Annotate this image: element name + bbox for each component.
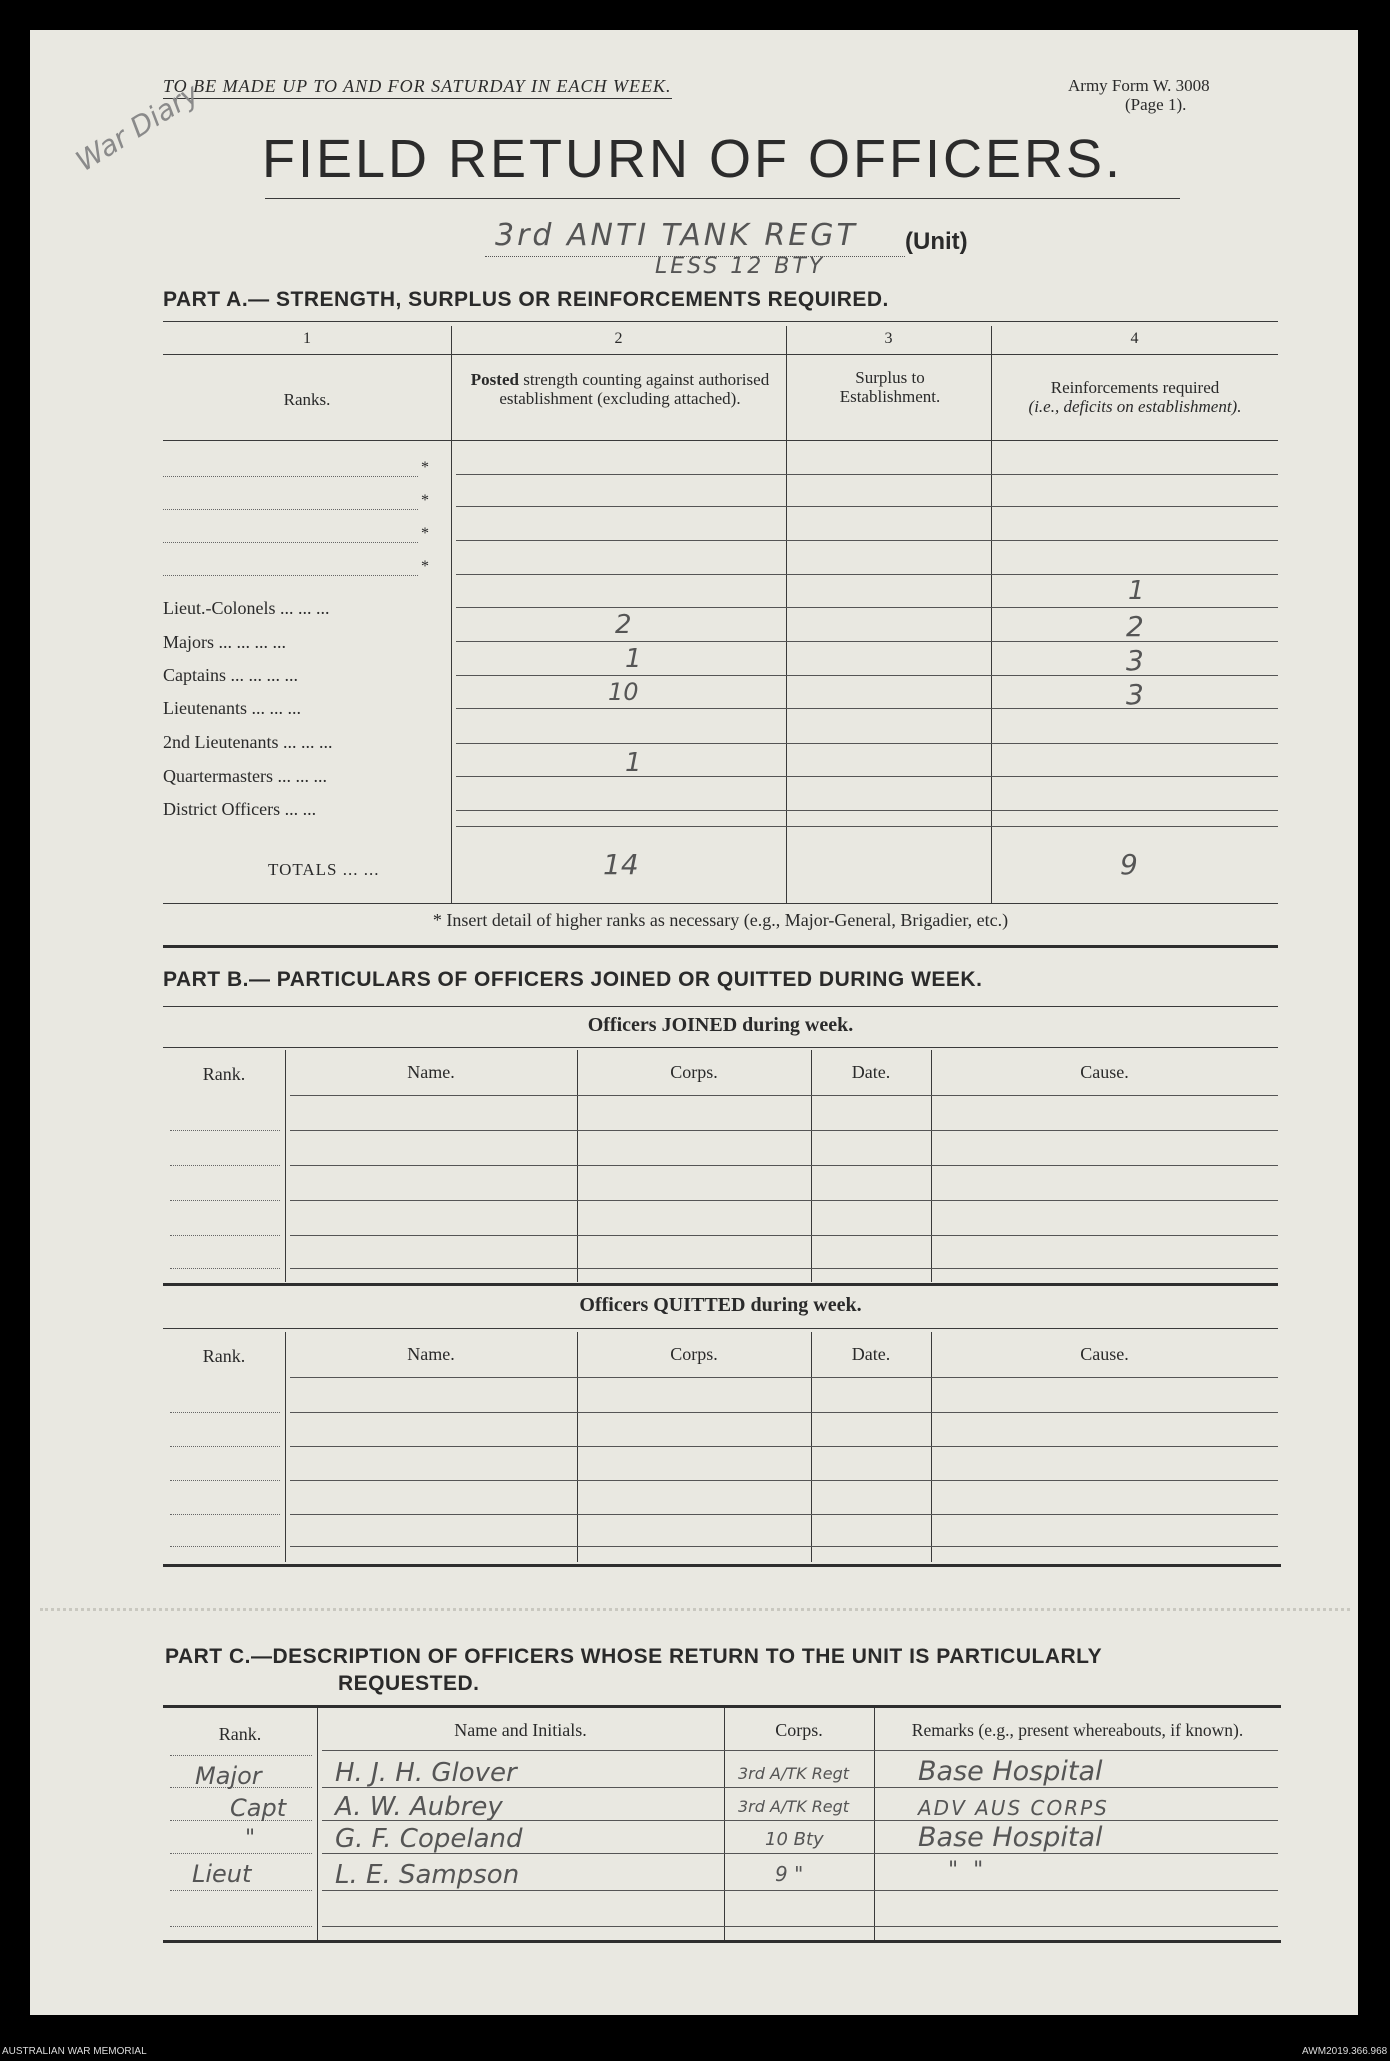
col-number-3: 3 <box>884 330 893 347</box>
reinforcements-header-line2: (i.e., deficits on establishment). <box>1028 397 1242 416</box>
joined-row-line <box>290 1235 1278 1236</box>
data-row-line <box>456 474 1278 475</box>
blank-rank-line <box>163 575 418 576</box>
title-underline <box>265 198 1180 199</box>
quitted-col-divider <box>931 1332 932 1562</box>
quitted-header-rule <box>290 1377 1278 1378</box>
footer-credit: AUSTRALIAN WAR MEMORIAL <box>2 2046 147 2057</box>
part-a-top-rule <box>163 321 1278 322</box>
part-c-col-corps: Corps. <box>775 1720 823 1740</box>
quitted-col-corps: Corps. <box>670 1344 718 1364</box>
part-c-col-name: Name and Initials. <box>454 1720 587 1740</box>
quitted-row-line <box>290 1480 1278 1481</box>
blank-rank-line <box>163 509 418 510</box>
part-a-header-rule <box>163 440 1278 441</box>
joined-col-divider <box>577 1050 578 1282</box>
part-c-rank-value: Lieut <box>192 1860 252 1888</box>
joined-bottom-rule <box>163 1283 1278 1286</box>
reinforcements-header-line1: Reinforcements required <box>1050 378 1220 397</box>
joined-header-rule <box>290 1095 1278 1096</box>
col-divider-3 <box>991 326 992 903</box>
quitted-row-line <box>290 1514 1278 1515</box>
part-b-heading: PART B.— PARTICULARS OF OFFICERS JOINED OR QUITTED DURING WEEK. <box>163 968 983 991</box>
data-row-line <box>456 641 1278 642</box>
totals-posted-value: 14 <box>603 848 639 881</box>
joined-row-line <box>170 1165 280 1166</box>
reinf-captains-value: 3 <box>1126 644 1144 677</box>
part-c-row-line <box>322 1890 1278 1891</box>
part-c-top-rule <box>163 1705 1281 1708</box>
part-a-end-rule <box>163 945 1278 948</box>
quitted-row-line <box>170 1412 280 1413</box>
part-c-rank-value: " <box>245 1826 256 1851</box>
reinf-lieutenants-value: 3 <box>1126 678 1144 711</box>
part-c-bottom-rule <box>163 1940 1281 1943</box>
part-c-name-value: A. W. Aubrey <box>335 1792 503 1822</box>
part-c-corps-value: 9 " <box>775 1862 804 1886</box>
part-a-number-rule <box>163 354 1278 355</box>
joined-row-line <box>290 1165 1278 1166</box>
part-c-col-divider <box>874 1708 875 1940</box>
col-divider-2 <box>786 326 787 903</box>
col-number-1: 1 <box>303 330 311 347</box>
totals-reinforcements-value: 9 <box>1120 848 1138 881</box>
part-c-corps-value: 3rd A/TK Regt <box>738 1764 850 1783</box>
part-c-col-rank: Rank. <box>218 1724 262 1744</box>
part-a-footnote: * Insert detail of higher ranks as necessary (e.g., Major-General, Brigadier, etc.) <box>432 910 1009 930</box>
rank-label-quartermasters: Quartermasters ... ... ... <box>163 766 327 786</box>
part-c-row-line <box>170 1890 312 1891</box>
part-c-row-line <box>170 1755 312 1756</box>
joined-col-divider <box>285 1050 286 1282</box>
joined-row-line <box>290 1268 1278 1269</box>
part-c-row-line <box>322 1926 1278 1927</box>
rank-label-2nd-lieutenants: 2nd Lieutenants ... ... ... <box>163 732 333 752</box>
data-row-line <box>456 675 1278 676</box>
data-row-line <box>456 826 1278 827</box>
part-c-remarks-value: Base Hospital <box>918 1822 1103 1853</box>
page-label: (Page 1). <box>1125 95 1187 114</box>
joined-title: Officers JOINED during week. <box>587 1014 854 1036</box>
posted-strength-header <box>465 370 775 408</box>
quitted-top-rule <box>163 1328 1278 1329</box>
quitted-col-cause: Cause. <box>1080 1344 1129 1364</box>
part-c-col-remarks: Remarks (e.g., present whereabouts, if known). <box>911 1720 1244 1740</box>
ranks-header: Ranks. <box>283 390 331 409</box>
asterisk-mark: * <box>421 525 429 542</box>
joined-row-line <box>170 1235 280 1236</box>
quitted-col-divider <box>285 1332 286 1562</box>
part-a-heading: PART A.— STRENGTH, SURPLUS OR REINFORCEMENTS REQUIRED. <box>163 288 889 311</box>
joined-col-divider <box>931 1050 932 1282</box>
part-c-remarks-value: ADV AUS CORPS <box>918 1796 1109 1820</box>
joined-row-line <box>290 1200 1278 1201</box>
rank-label-majors: Majors ... ... ... ... <box>163 632 286 652</box>
joined-row-line <box>170 1200 280 1201</box>
footer-accession-number: AWM2019.366.968 <box>1302 2046 1388 2057</box>
data-row-line <box>456 540 1278 541</box>
data-row-line <box>456 810 1278 811</box>
reinf-lieut-colonels-value: 1 <box>1128 576 1145 606</box>
blank-rank-line <box>163 476 418 477</box>
totals-label: TOTALS ... ... <box>268 860 380 879</box>
unit-name-value: 3rd ANTI TANK REGT <box>495 218 858 253</box>
quitted-col-name: Name. <box>407 1344 455 1364</box>
reinforcements-header <box>995 378 1275 416</box>
quitted-col-rank: Rank. <box>202 1346 246 1366</box>
perforation-line <box>40 1608 1350 1611</box>
unit-label: (Unit) <box>905 228 968 255</box>
part-c-remarks-value: " " <box>948 1858 988 1883</box>
joined-top-rule <box>163 1047 1278 1048</box>
reinf-majors-value: 2 <box>1126 610 1144 643</box>
data-row-line <box>456 506 1278 507</box>
part-b-top-rule <box>163 1006 1278 1007</box>
part-c-corps-value: 10 Bty <box>765 1829 824 1850</box>
quitted-col-divider <box>811 1332 812 1562</box>
posted-captains-value: 1 <box>625 644 642 674</box>
quitted-row-line <box>290 1412 1278 1413</box>
joined-col-cause: Cause. <box>1080 1062 1129 1082</box>
data-row-line <box>456 574 1278 575</box>
surplus-header: Surplus to Establishment. <box>839 368 941 406</box>
data-row-line <box>456 776 1278 777</box>
quitted-row-line <box>170 1446 280 1447</box>
part-a-bottom-rule <box>163 903 1278 904</box>
part-c-heading-line2: REQUESTED. <box>338 1672 480 1695</box>
part-c-row-line <box>170 1926 312 1927</box>
joined-row-line <box>170 1130 280 1131</box>
page-title: FIELD RETURN OF OFFICERS. <box>262 129 1124 189</box>
rank-label-lieut-colonels: Lieut.-Colonels ... ... ... <box>163 598 330 618</box>
col-number-2: 2 <box>614 330 623 347</box>
data-row-line <box>456 743 1278 744</box>
quitted-col-date: Date. <box>851 1344 891 1364</box>
posted-rest: strength counting against authorised establishment (excluding attached). <box>499 370 770 408</box>
part-c-remarks-value: Base Hospital <box>918 1756 1103 1787</box>
part-c-row-line <box>170 1853 312 1854</box>
joined-col-rank: Rank. <box>202 1064 246 1084</box>
unit-sub-value: LESS 12 BTY <box>655 254 826 279</box>
joined-col-divider <box>811 1050 812 1282</box>
part-c-name-value: L. E. Sampson <box>335 1860 520 1890</box>
joined-col-date: Date. <box>851 1062 891 1082</box>
joined-col-corps: Corps. <box>670 1062 718 1082</box>
quitted-title: Officers QUITTED during week. <box>579 1294 862 1316</box>
quitted-bottom-rule <box>163 1564 1281 1567</box>
part-c-col-divider <box>317 1708 318 1940</box>
war-diary-note: War Diary <box>70 76 205 178</box>
part-c-heading-line1: PART C.—DESCRIPTION OF OFFICERS WHOSE RETURN TO THE UNIT IS PARTICULARLY <box>165 1645 1103 1668</box>
part-c-rank-value: Capt <box>230 1794 287 1822</box>
quitted-row-line <box>170 1514 280 1515</box>
col-number-4: 4 <box>1130 330 1139 347</box>
data-row-line <box>456 607 1278 608</box>
joined-row-line <box>290 1130 1278 1131</box>
asterisk-mark: * <box>421 492 429 509</box>
part-c-name-value: H. J. H. Glover <box>335 1758 517 1788</box>
col-divider-1 <box>451 326 452 903</box>
quitted-row-line <box>170 1480 280 1481</box>
quitted-row-line <box>170 1546 280 1547</box>
rank-label-lieutenants: Lieutenants ... ... ... <box>163 698 301 718</box>
posted-quartermasters-value: 1 <box>625 748 642 778</box>
part-c-rank-value: Major <box>195 1762 262 1790</box>
joined-row-line <box>170 1268 280 1269</box>
asterisk-mark: * <box>421 459 429 476</box>
rank-label-captains: Captains ... ... ... ... <box>163 665 298 685</box>
weekly-instruction: TO BE MADE UP TO AND FOR SATURDAY IN EACH WEEK. <box>163 76 672 99</box>
posted-lieutenants-value: 10 <box>608 678 639 706</box>
data-row-line <box>456 708 1278 709</box>
blank-rank-line <box>163 542 418 543</box>
posted-bold: Posted <box>470 370 519 389</box>
part-c-col-divider <box>724 1708 725 1940</box>
quitted-col-divider <box>577 1332 578 1562</box>
part-c-header-rule <box>322 1750 1278 1751</box>
posted-majors-value: 2 <box>615 610 632 640</box>
quitted-row-line <box>290 1546 1278 1547</box>
rank-label-district-officers: District Officers ... ... <box>163 799 317 819</box>
joined-col-name: Name. <box>407 1062 455 1082</box>
form-number: Army Form W. 3008 <box>1068 76 1210 95</box>
part-c-name-value: G. F. Copeland <box>335 1824 523 1854</box>
asterisk-mark: * <box>421 558 429 575</box>
quitted-row-line <box>290 1446 1278 1447</box>
part-c-corps-value: 3rd A/TK Regt <box>738 1797 850 1816</box>
